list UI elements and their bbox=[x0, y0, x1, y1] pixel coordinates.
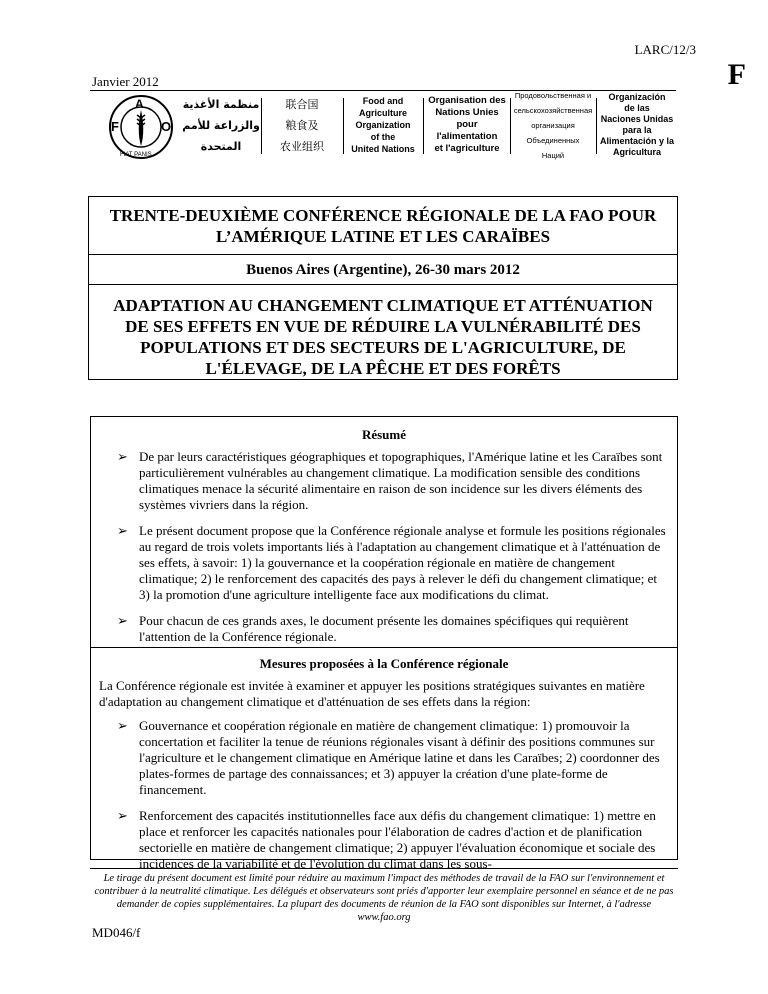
conference-title-text: TRENTE-DEUXIÈME CONFÉRENCE RÉGIONALE DE LA FAO POUR L’AMÉRIQUE LATINE ET LES CARAÏBES bbox=[109, 206, 657, 246]
org-name-english-text: Food and Agriculture Organization of the United Nations bbox=[351, 96, 415, 154]
org-name-arabic bbox=[182, 94, 260, 156]
measures-bullet-text: Renforcement des capacités institutionnelles face aux défis du changement climatique: 1) mettre en place et renforcer les capacités nationales pour l'élaboration de cadres d'action et de planification sectorielle en matière de changement climatique; 2) appuyer l'évaluation économique et sociale des incidences de la variabilité et de l'évolution du climat dans les sous- bbox=[139, 808, 656, 871]
title-block bbox=[88, 196, 678, 380]
fao-emblem-logo bbox=[106, 94, 176, 160]
org-name-chinese bbox=[262, 94, 342, 156]
measures-heading: Mesures proposées à la Conférence régionale bbox=[259, 656, 509, 671]
summary-bullet bbox=[99, 523, 669, 603]
emblem-letter-a: A bbox=[135, 97, 144, 111]
summary-section bbox=[91, 417, 677, 648]
summary-heading: Résumé bbox=[361, 427, 407, 442]
org-name-arabic-text: منظمة الأغذية والزراعة للأمم المتحدة bbox=[182, 97, 260, 153]
arrow-bullet-icon: ➢ bbox=[117, 718, 128, 733]
document-code: MD046/f bbox=[92, 925, 141, 940]
summary-bullet bbox=[99, 613, 669, 645]
measures-bullet-text: Gouvernance et coopération régionale en matière de changement climatique: 1) promouvoir la concertation et faciliter la tenue de réunions régionales visant à définir des positions communes sur l'agriculture et le changement climatique en Amérique latine et dans les Caraïbes; 2) coordonner des plates-formes de partage des connaissances; et 3) appuyer la création d'une plate-forme de financement. bbox=[139, 718, 660, 797]
document-reference: LARC/12/3 bbox=[634, 42, 696, 57]
document-title bbox=[89, 285, 677, 379]
arrow-bullet-icon: ➢ bbox=[117, 808, 128, 823]
org-name-french bbox=[424, 94, 510, 156]
org-name-russian bbox=[510, 90, 596, 160]
summary-bullet-text: Pour chacun de ces grands axes, le document présente les domaines spécifiques qui requièrent l'attention de la Conférence régionale. bbox=[139, 613, 629, 644]
arrow-bullet-icon: ➢ bbox=[117, 523, 128, 538]
footer-note: Le tirage du présent document est limité pour réduire au maximum l'impact des méthodes de travail de la FAO sur l'environnement et contribuer à la neutralité climatique. Les délégués et observateurs sont priés d'apporter leur exemplaire personnel en séance et de ne pas demander de copies supplémentaires. La plupart des documents de réunion de la FAO sont disponibles sur Internet, à l'adresse www.fao.org bbox=[94, 873, 674, 923]
summary-bullet-text: Le présent document propose que la Conférence régionale analyse et formule les positions régionales au regard de trois volets importants liés à l'adaptation au changement climatique et à l'atténuation de ses effets, à savoir: 1) la gouvernance et la coopération régionale en matière de changement climatique; 2) le renforcement des capacités des pays à relever le défi du changement climatique; et 3) la promotion d'une agriculture intelligente face aux modifications du climat. bbox=[139, 523, 666, 602]
org-name-spanish-text: Organización de las Naciones Unidas para la Alimentación y la Agricultura bbox=[599, 92, 675, 157]
proposed-measures-section bbox=[91, 648, 677, 872]
org-name-french-text: Organisation des Nations Unies pour l'alimentation et l'agriculture bbox=[428, 95, 506, 154]
fao-logo-banner bbox=[90, 90, 676, 160]
conference-location-date: Buenos Aires (Argentine), 26-30 mars 2012 bbox=[89, 255, 677, 285]
summary-bullet bbox=[99, 449, 669, 513]
arrow-bullet-icon: ➢ bbox=[117, 449, 128, 464]
org-name-english bbox=[344, 94, 422, 156]
org-name-spanish bbox=[596, 94, 678, 156]
measures-bullet bbox=[99, 808, 669, 872]
document-date: Janvier 2012 bbox=[92, 74, 159, 89]
emblem-letter-o: O bbox=[161, 119, 172, 134]
document-title-text: ADAPTATION AU CHANGEMENT CLIMATIQUE ET ATTÉNUATION DE SES EFFETS EN VUE DE RÉDUIRE LA VULNÉRABILITÉ DES POPULATIONS ET DES SECTEURS DE L'AGRICULTURE, DE L'ÉLEVAGE, DE LA PÊCHE ET DES FORÊTS bbox=[113, 296, 653, 378]
measures-intro: La Conférence régionale est invitée à examiner et appuyer les positions stratégiques suivantes en matière d'adaptation au changement climatique et d'atténuation de ses effets dans la région: bbox=[99, 678, 645, 709]
emblem-letter-f: F bbox=[111, 119, 119, 134]
conference-title bbox=[89, 197, 677, 255]
summary-bullet-text: De par leurs caractéristiques géographiques et topographiques, l'Amérique latine et les Caraïbes sont particulièrement vulnérables au changement climatique. La modification sensible des conditions climatiques menace la sécurité alimentaire en raison de son incidence sur les divers éléments des systèmes vivriers dans la région. bbox=[139, 449, 663, 512]
language-letter: F bbox=[727, 58, 746, 91]
arrow-bullet-icon: ➢ bbox=[117, 613, 128, 628]
org-name-chinese-text: 联合国 粮食及 农业组织 bbox=[280, 97, 324, 153]
summary-box bbox=[90, 416, 678, 871]
org-name-russian-text: Продовольственная и сельскохозяйственная организация Объединенных Наций bbox=[513, 90, 593, 160]
footer-divider bbox=[90, 868, 678, 869]
emblem-motto: FIAT PANIS bbox=[120, 152, 152, 158]
measures-bullet bbox=[99, 718, 669, 798]
